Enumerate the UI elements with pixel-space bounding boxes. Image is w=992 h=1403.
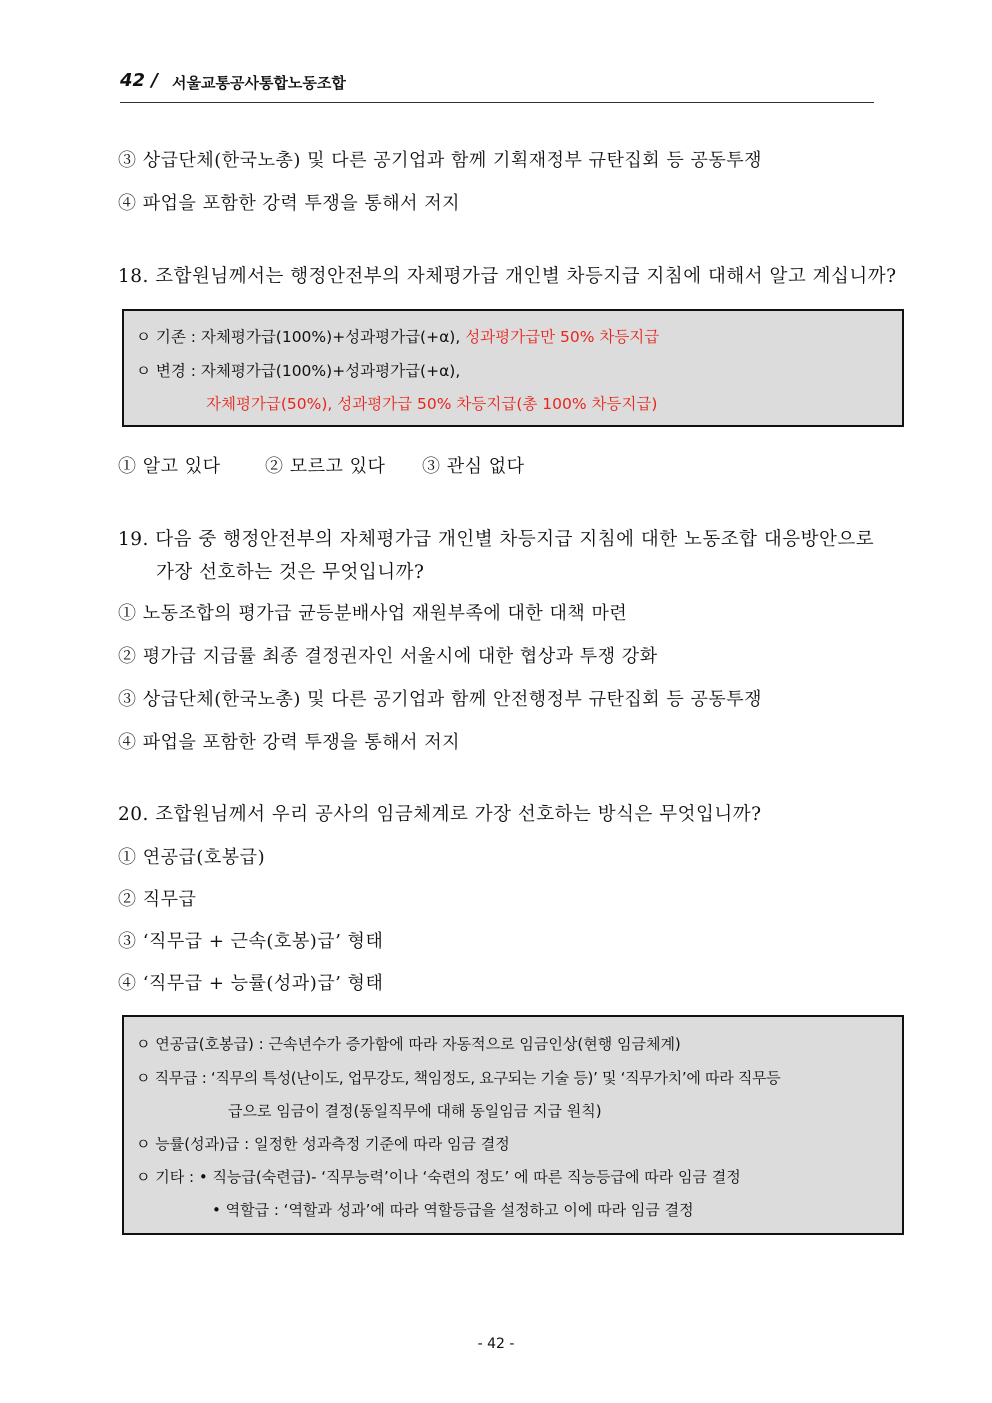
header-page-number: 42 / [120, 70, 158, 91]
q20-box-line-3: 급으로 임금이 결정(동일직무에 대해 동일임금 지급 원칙) [228, 1102, 602, 1120]
q18-option-3: ③ 관심 없다 [422, 456, 525, 477]
q19-option-2: ② 평가급 지급률 최종 결정권자인 서울시에 대한 협상과 투쟁 강화 [118, 646, 658, 667]
q20-box-line-4: ㅇ 능률(성과)급 : 일정한 성과측정 기준에 따라 임금 결정 [136, 1135, 510, 1153]
q20-option-2: ② 직무급 [118, 889, 197, 910]
q20-option-1: ① 연공급(호봉급) [118, 847, 266, 868]
q18-question: 18. 조합원님께서는 행정안전부의 자체평가급 개인별 차등지급 지침에 대해서 알고 계십니까? [118, 266, 897, 287]
q19-option-1: ① 노동조합의 평가급 균등분배사업 재원부족에 대한 대책 마련 [118, 603, 628, 624]
q20-option-3: ③ ‘직무급 + 근속(호봉)급’ 형태 [118, 931, 384, 952]
q20-option-4: ④ ‘직무급 + 능률(성과)급’ 형태 [118, 973, 384, 994]
q18-box-line-2: ㅇ 변경 : 자체평가급(100%)+성과평가급(+α), [136, 362, 461, 380]
q18-option-1: ① 알고 있다 [118, 456, 221, 477]
q20-question: 20. 조합원님께서 우리 공사의 임금체계로 가장 선호하는 방식은 무엇입니까? [118, 804, 762, 825]
q18-box-line-1-highlight: 성과평가급만 50% 차등지급 [465, 328, 660, 346]
q20-box-line-1: ㅇ 연공급(호봉급) : 근속년수가 증가함에 따라 자동적으로 임금인상(현행 임금체계) [136, 1035, 681, 1053]
header-title: 서울교통공사통합노동조합 [172, 74, 346, 92]
q20-box-line-6: • 역할급 : ‘역할과 성과’에 따라 역할등급을 설정하고 이에 따라 임금 결정 [212, 1201, 694, 1219]
page-header [120, 66, 874, 103]
q18-box-line-3: 자체평가급(50%), 성과평가급 50% 차등지급(총 100% 차등지급) [206, 395, 658, 413]
q18-option-2: ② 모르고 있다 [265, 456, 386, 477]
q19-option-4: ④ 파업을 포함한 강력 투쟁을 통해서 저지 [118, 732, 461, 753]
q17-option-4: ④ 파업을 포함한 강력 투쟁을 통해서 저지 [118, 193, 461, 214]
q19-question-line-2: 가장 선호하는 것은 무엇입니까? [156, 562, 425, 583]
q20-box-line-5: ㅇ 기타 : • 직능급(숙련급)- ‘직무능력’이나 ‘숙련의 정도’ 에 따른 직능등급에 따라 임금 결정 [136, 1168, 741, 1186]
q19-option-3: ③ 상급단체(한국노총) 및 다른 공기업과 함께 안전행정부 규탄집회 등 공동투쟁 [118, 689, 763, 710]
q20-info-box [122, 1015, 904, 1235]
q19-question-line-1: 19. 다음 중 행정안전부의 자체평가급 개인별 차등지급 지침에 대한 노동조합 대응방안으로 [118, 529, 875, 550]
q18-info-box [122, 309, 904, 427]
page-footer-number: - 42 - [477, 1336, 515, 1352]
q20-box-line-2: ㅇ 직무급 : ‘직무의 특성(난이도, 업무강도, 책임정도, 요구되는 기술 등)’ 및 ‘직무가치’에 따라 직무등 [136, 1069, 781, 1087]
q18-box-line-1: ㅇ 기존 : 자체평가급(100%)+성과평가급(+α), 성과평가급만 50% 차등지급 [136, 328, 660, 346]
q17-option-3: ③ 상급단체(한국노총) 및 다른 공기업과 함께 기획재정부 규탄집회 등 공동투쟁 [118, 150, 763, 171]
